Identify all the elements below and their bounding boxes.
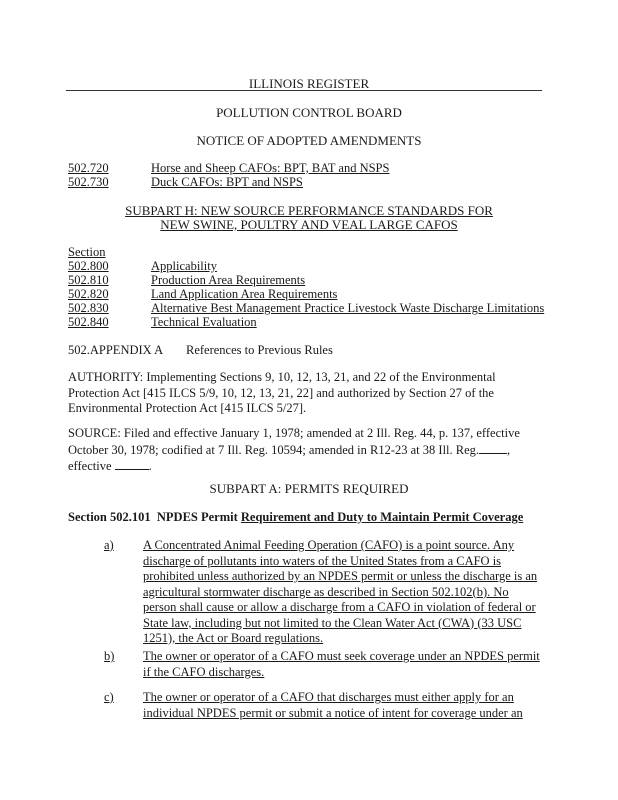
- toc-number: 502.820: [68, 287, 109, 301]
- toc-title: Applicability: [151, 259, 217, 273]
- toc-number: 502.840: [68, 315, 109, 329]
- toc-title: Alternative Best Management Practice Livestock Waste Discharge Limitations: [151, 301, 545, 315]
- subpart-a-heading: SUBPART A: PERMITS REQUIRED: [209, 481, 409, 496]
- toc-number: 502.830: [68, 301, 109, 315]
- item-text: A Concentrated Animal Feeding Operation (CAFO) is a point source. Any discharge of pollutants into waters of the United States from a CAFO is prohibited unless authorized by an NPDES permit or unless the discharge is an agricultural stormwater discharge as described in Section 502.102(b). No person shall cause or allow a discharge from a CAFO in violation of federal or State law, including but not limited to the Clean Water Act (CWA) (33 USC 1251), the Act or Board regulations.: [143, 538, 538, 645]
- toc-title: Horse and Sheep CAFOs: BPT, BAT and NSPS: [151, 161, 390, 175]
- toc-number: 502.720: [68, 161, 109, 175]
- header-rule: [66, 90, 542, 91]
- item-marker: b): [104, 649, 115, 663]
- appendix-title: References to Previous Rules: [186, 343, 333, 357]
- blank-line: [479, 442, 507, 454]
- appendix-label: 502.APPENDIX A: [68, 343, 164, 357]
- toc-title: Production Area Requirements: [151, 273, 306, 287]
- agency-name: POLLUTION CONTROL BOARD: [216, 105, 402, 120]
- toc-number: 502.810: [68, 273, 109, 287]
- subpart-h-heading-line2: NEW SWINE, POULTRY AND VEAL LARGE CAFOS: [160, 217, 458, 232]
- toc-number: 502.800: [68, 259, 109, 273]
- item-marker: a): [104, 538, 114, 552]
- blank-line: [115, 458, 149, 470]
- item-marker: c): [104, 690, 114, 704]
- toc-title: Technical Evaluation: [151, 315, 257, 329]
- toc-number: 502.730: [68, 175, 109, 189]
- notice-title: NOTICE OF ADOPTED AMENDMENTS: [196, 133, 422, 148]
- document-page: ILLINOIS REGISTER POLLUTION CONTROL BOARD NOTICE OF ADOPTED AMENDMENTS 502.720 Horse and Sheep CAFOs: BPT, BAT and NSPS 502.730 Duck CAFOs: BPT and NSPS SUBPART H: NEW SOURCE PERFORMANCE STANDARDS FOR NEW SWINE, POULTRY AND VEAL LARGE CAFOS Section 502.800 Applicability 502.810 Production Area Requirements 502.820 Land Application Area Requirements 502.830 Alternative Best Management Practice Livestock Waste Discharge Limitations 502.840 Technical Evaluation 502.APPENDIX A References to Previous Rules AUTHORITY: Implementing Sections 9, 10, 12, 13, 21, and 22 of the Environmental Protection Act [415 ILCS 5/9, 10, 12, 13, 21, 22] and authorized by Section 27 of the Environmental Protection Act [415 ILCS 5/27]. SOURCE: Filed and effective January 1, 1978; amended at 2 Ill. Reg. 44, p. 137, effective October 30, 1978; codified at 7 Ill. Reg. 10594; amended in R12-23 at 38 Ill. Reg. , effective . SUBPART A: PERMITS REQUIRED Section 502.101 NPDES Permit Requirement and Duty to Maintain Permit Coverage a) A Concentrated Animal Feeding Operation (CAFO) is a point source. Any discharge of pollutants into waters of the United States from a CAFO is prohibited unless authorized by an NPDES permit or unless the discharge is an agricultural stormwater discharge as described in Section 502.102(b). No person shall cause or allow a discharge from a CAFO in violation of federal or State law, including but not limited to the Clean Water Act (CWA) (33 USC 1251), the Act or Board regulations. b) The owner or operator of a CAFO must seek coverage under an NPDES permit if the CAFO discharges. c) The owner or operator of a CAFO that discharges must either apply for an individual NPDES permit or submit a notice of intent for coverage under an: [0, 0, 618, 800]
- toc-title: Land Application Area Requirements: [151, 287, 338, 301]
- item-text: The owner or operator of a CAFO that discharges must either apply for an individual NPDES permit or submit a notice of intent for coverage under an: [143, 690, 523, 720]
- toc-title: Duck CAFOs: BPT and NSPS: [151, 175, 303, 189]
- section-heading: Section 502.101 NPDES Permit Requirement and Duty to Maintain Permit Coverage: [68, 510, 524, 524]
- register-title: ILLINOIS REGISTER: [248, 76, 370, 91]
- subpart-h-heading-line1: SUBPART H: NEW SOURCE PERFORMANCE STANDARDS FOR: [125, 203, 493, 218]
- source-paragraph: SOURCE: Filed and effective January 1, 1978; amended at 2 Ill. Reg. 44, p. 137, effective October 30, 1978; codified at 7 Ill. Reg. 10594; amended in R12-23 at 38 Ill. Reg. , effective .: [68, 426, 520, 473]
- authority-paragraph: AUTHORITY: Implementing Sections 9, 10, 12, 13, 21, and 22 of the Environmental Protection Act [415 ILCS 5/9, 10, 12, 13, 21, 22] and authorized by Section 27 of the Environmental Protection Act [415 ILCS 5/27].: [68, 370, 496, 415]
- item-text: The owner or operator of a CAFO must seek coverage under an NPDES permit if the CAFO discharges.: [143, 649, 540, 679]
